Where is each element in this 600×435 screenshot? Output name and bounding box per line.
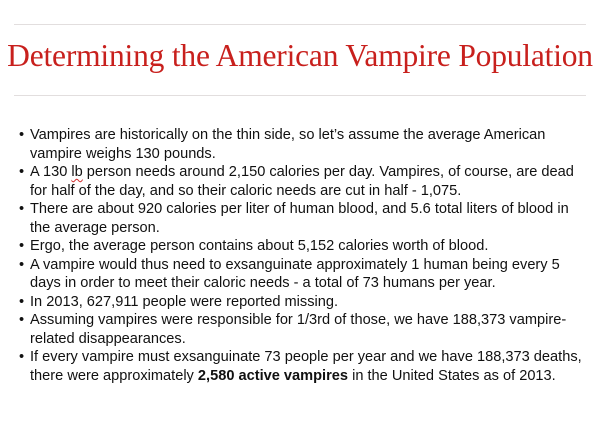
bullet-text-end: person needs around 2,150 calories per day. Vampires, of course, are dead for half of the day, and so their caloric needs are cut in half - 1,075. bbox=[30, 164, 574, 199]
slide-title: Determining the American Vampire Population bbox=[7, 38, 593, 73]
bullet-dot: • bbox=[19, 312, 25, 328]
bullet-text: Assuming vampires were responsible for 1/3rd of those, we have 188,373 vampire-related disappearances. bbox=[30, 312, 567, 347]
bullet-text-end: in the United States as of 2013. bbox=[348, 367, 556, 384]
spellcheck-flagged-word[interactable]: lb bbox=[71, 164, 83, 180]
bullet-list bbox=[19, 126, 589, 385]
bullet-item bbox=[19, 200, 589, 237]
bullet-item bbox=[19, 293, 589, 312]
bullet-item bbox=[19, 348, 589, 385]
bullet-item bbox=[19, 126, 589, 163]
bullet-text: In 2013, 627,911 people were reported missing. bbox=[30, 293, 339, 310]
bullet-text: Ergo, the average person contains about 5,152 calories worth of blood. bbox=[30, 238, 489, 254]
bullet-item bbox=[19, 163, 589, 200]
bullet-text-start: A 130 bbox=[30, 164, 72, 180]
bullet-text: Vampires are historically on the thin side, so let’s assume the average American vampire weighs 130 pounds. bbox=[30, 127, 546, 162]
bullet-dot: • bbox=[19, 201, 25, 217]
bullet-dot: • bbox=[19, 238, 25, 254]
bullet-dot: • bbox=[19, 256, 25, 273]
bullet-dot: • bbox=[19, 349, 25, 365]
vampire-count-highlight: 2,580 active vampires bbox=[197, 367, 349, 384]
title-divider bbox=[14, 95, 586, 96]
bullet-item bbox=[19, 237, 589, 256]
bullet-text-start: If every vampire must exsanguinate 73 people per year and we have 188,373 deaths, there were approximately bbox=[30, 349, 582, 384]
bullet-dot: • bbox=[19, 127, 25, 143]
bullet-text: A vampire would thus need to exsanguinate approximately 1 human being every 5 days in order to meet their caloric needs - a total of 73 humans per year. bbox=[30, 256, 560, 291]
bullet-text: There are about 920 calories per liter of human blood, and 5.6 total liters of blood in the average person. bbox=[30, 201, 569, 236]
bullet-dot: • bbox=[19, 293, 25, 310]
bullet-item bbox=[19, 311, 589, 348]
top-divider bbox=[14, 24, 586, 25]
bullet-item bbox=[19, 256, 589, 293]
bullet-dot: • bbox=[19, 164, 25, 180]
